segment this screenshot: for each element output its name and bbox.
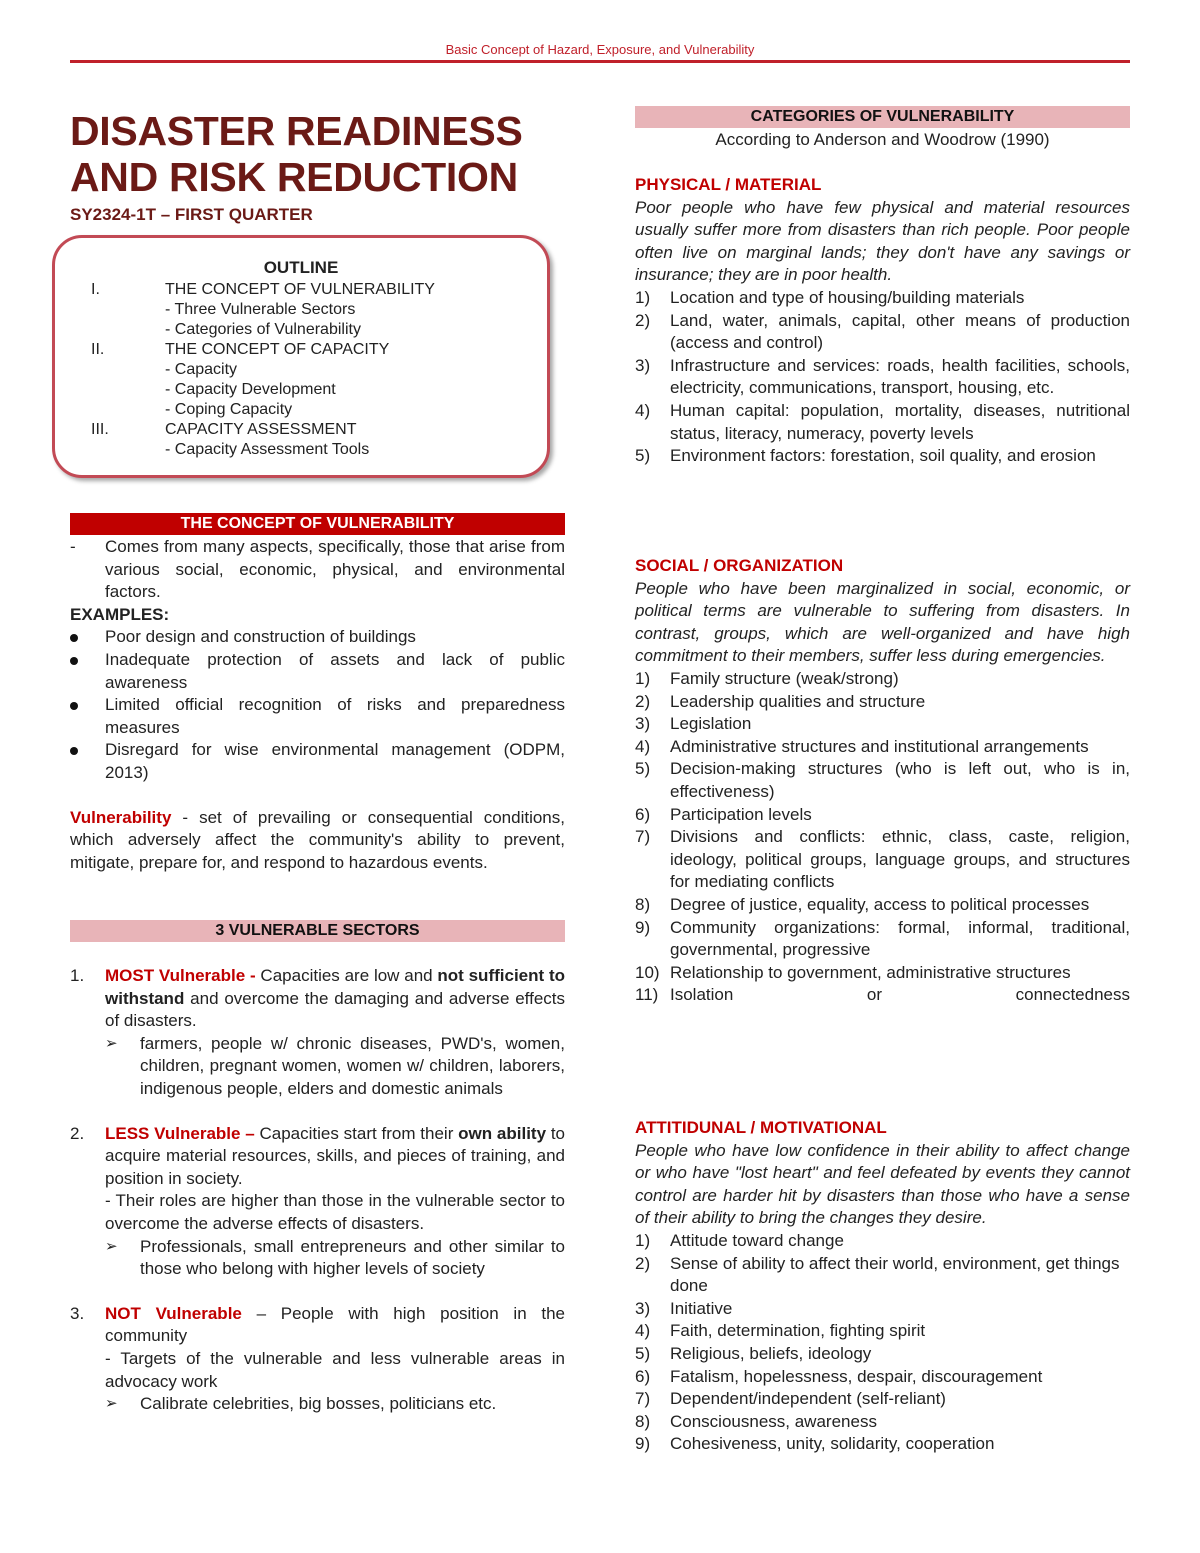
outline-label: THE CONCEPT OF CAPACITY [165,341,390,358]
concept-section [70,536,565,874]
item-text: Decision-making structures (who is left out, who is in, effectiveness) [670,759,1130,801]
list-item [635,758,1130,803]
outline-section [91,280,435,300]
sector-text: Capacities start from their [254,1123,459,1143]
list-item [635,1343,1130,1366]
sector-label: LESS Vulnerable – [105,1123,255,1143]
item-text: Sense of ability to affect their world, environment, get things done [670,1253,1120,1296]
item-num: 3) [635,355,651,375]
item-num: 6) [635,804,651,824]
list-item [635,736,1130,759]
item-text: Infrastructure and services: roads, health facilities, schools, electricity, communications, transport, housing, etc. [670,355,1130,398]
arrow-bullet-icon: ➢ [105,1395,118,1413]
item-text: Divisions and conflicts: ethnic, class, caste, religion, ideology, political groups, language groups, and structures for mediating conflicts [670,827,1130,892]
item-num: 1) [635,668,651,688]
item-text: Relationship to government, administrative structures [670,962,1071,982]
sector-text: – People with high position in the community [105,1303,565,1346]
page-title [70,108,590,200]
bullet-icon [70,702,78,710]
item-text: Initiative [670,1298,733,1318]
list-item [635,1433,1130,1456]
outline-sub: - Capacity Assessment Tools [165,441,370,458]
list-item [635,1388,1130,1411]
sector-emphasis: own ability [458,1123,547,1143]
outline-sub: - Three Vulnerable Sectors [165,301,356,318]
outline-num: II. [91,341,105,358]
concept-heading: THE CONCEPT OF VULNERABILITY [70,513,565,535]
item-text: Environment factors: forestation, soil quality, and erosion [670,446,1096,466]
header-rule [70,60,1130,63]
item-num: 5) [635,759,651,779]
physical-heading: PHYSICAL / MATERIAL [635,175,822,194]
dash-item: - Comes from many aspects, specifically, those that arise from various social, economic, physical, and environmental factors. [70,536,565,604]
outline-label: THE CONCEPT OF VULNERABILITY [165,281,435,298]
list-item [635,826,1130,894]
example-item [70,649,565,694]
attitudinal-heading: ATTITIDUNAL / MOTIVATIONAL [635,1118,887,1137]
item-text: Cohesiveness, unity, solidarity, cooperation [670,1434,995,1454]
examples-label: EXAMPLES: [70,604,170,624]
list-item [635,917,1130,962]
sector-text: and overcome the damaging and adverse effects of disasters. [105,988,565,1031]
list-item [635,1298,1130,1321]
sectors-section [70,965,565,1416]
sector-not [70,1303,565,1348]
page-subtitle: SY2324-1T – FIRST QUARTER [70,205,313,224]
social-section [635,555,1130,1007]
example-text: Limited official recognition of risks and preparedness measures [105,695,565,737]
outline-label: CAPACITY ASSESSMENT [165,421,357,438]
sector-label: NOT Vulnerable [105,1303,242,1323]
attitudinal-section [635,1117,1130,1456]
outline-num: I. [91,281,100,298]
item-text: Attitude toward change [670,1230,844,1250]
list-item [635,1230,1130,1253]
item-num: 4) [635,736,651,756]
outline-sub: - Coping Capacity [165,401,293,418]
bullet-icon [70,634,78,642]
categories-heading: CATEGORIES OF VULNERABILITY [635,106,1130,128]
sector-most [70,965,565,1033]
item-num: 7) [635,1389,651,1409]
title-line-1: DISASTER READINESS [70,108,523,154]
item-num: 3) [635,714,651,734]
running-header: Basic Concept of Hazard, Exposure, and Vulnerability [445,42,755,57]
item-num: 4) [635,1321,651,1341]
item-num: 6) [635,1366,651,1386]
list-item [635,287,1130,310]
outline-sub: - Categories of Vulnerability [165,321,361,338]
example-item [70,694,565,739]
social-desc: People who have been marginalized in social, economic, or political terms are vulnerable to suffering from disasters. In contrast, groups, which are well-organized and have high commitment to their members, suffer less during emergencies. [635,578,1130,666]
item-text: Legislation [670,714,752,734]
example-item [70,626,565,649]
outline-sub: - Capacity [165,361,238,378]
example-text: Inadequate protection of assets and lack of public awareness [105,649,565,692]
item-num: 9) [635,1434,651,1454]
item-text: Isolation or connectedness [670,985,1130,1005]
item-num: 5) [635,1343,651,1363]
item-num: 5) [635,446,651,466]
outline-box [52,235,550,478]
list-item [635,713,1130,736]
sector-example-text: farmers, people w/ chronic diseases, PWD's, women, children, pregnant women, women w/ children, laborers, indigenous people, elders and domestic animals [140,1033,565,1098]
list-item [635,1253,1130,1298]
list-item [635,804,1130,827]
physical-desc: Poor people who have few physical and material resources usually suffer more from disasters than rich people. Poor people often live on marginal lands; they don't have any savings or insurance; they are in poor health. [635,197,1130,285]
item-text: Religious, beliefs, ideology [670,1343,872,1363]
sector-example-text: Professionals, small entrepreneurs and other similar to those who belong with higher levels of society [140,1236,565,1279]
item-num: 2) [635,691,651,711]
item-text: Faith, determination, fighting spirit [670,1321,926,1341]
sector-less [70,1123,565,1191]
item-text: Dependent/independent (self-reliant) [670,1389,946,1409]
sector-label: MOST Vulnerable - [105,966,256,985]
sector-num: 1. [70,966,85,985]
list-item [635,1411,1130,1434]
item-text: Land, water, animals, capital, other means of production (access and control) [670,310,1130,353]
sector-example-text: Calibrate celebrities, big bosses, politicians etc. [140,1394,497,1414]
sector-num: 2. [70,1123,85,1143]
sector-example [70,1236,565,1281]
item-text: Degree of justice, equality, access to political processes [670,894,1090,914]
item-text: Fatalism, hopelessness, despair, discouragement [670,1366,1043,1386]
item-num: 2) [635,310,651,330]
categories-source: According to Anderson and Woodrow (1990) [715,130,1050,149]
list-item [635,668,1130,691]
item-text: Human capital: population, mortality, diseases, nutritional status, literacy, numeracy, poverty levels [670,400,1130,443]
list-item [635,400,1130,445]
sector-example [70,1393,565,1416]
bullet-icon [70,747,78,755]
outline-num: III. [91,421,109,438]
sector-note: - Targets of the vulnerable and less vulnerable areas in advocacy work [105,1348,565,1391]
list-item [635,1366,1130,1389]
item-num: 10) [635,962,660,982]
attitudinal-desc: People who have low confidence in their ability to affect change or who have "lost heart" and feel defeated by events they cannot control are harder hit by disasters than those who have a sense of their ability to bring the changes they desire. [635,1140,1130,1228]
arrow-bullet-icon: ➢ [105,1237,118,1255]
item-num: 3) [635,1298,651,1318]
item-num: 2) [635,1253,651,1273]
item-text: Consciousness, awareness [670,1411,877,1431]
bullet-icon [70,657,78,665]
dash-text: Comes from many aspects, specifically, those that arise from various social, economic, physical, and environmental factors. [105,537,565,602]
item-text: Family structure (weak/strong) [670,668,899,688]
list-item [635,894,1130,917]
definition-term: Vulnerability [70,807,172,827]
item-text: Community organizations: formal, informal, traditional, governmental, progressive [670,917,1130,960]
outline-list [91,280,435,460]
item-num: 4) [635,400,651,420]
outline-sub: - Capacity Development [165,381,336,398]
sector-num: 3. [70,1303,85,1323]
list-item [635,310,1130,355]
item-num: 9) [635,917,651,937]
sector-example [70,1033,565,1101]
list-item [635,355,1130,400]
social-heading: SOCIAL / ORGANIZATION [635,556,844,575]
sector-note: - Their roles are higher than those in the vulnerable sector to overcome the adverse effects of disasters. [105,1191,565,1233]
example-text: Disregard for wise environmental management (ODPM, 2013) [105,740,565,782]
item-num: 8) [635,1411,651,1431]
vulnerability-definition [70,807,565,875]
item-num: 11) [635,985,659,1005]
outline-section [91,340,435,360]
arrow-bullet-icon: ➢ [105,1034,118,1052]
example-text: Poor design and construction of buildings [105,627,416,647]
item-text: Administrative structures and institutional arrangements [670,736,1089,756]
list-item [635,691,1130,714]
item-text: Participation levels [670,804,812,824]
item-text: Location and type of housing/building materials [670,287,1025,307]
outline-heading: OUTLINE [263,258,339,277]
sector-emphasis: not sufficient to withstand [105,966,565,1008]
sector-text: Capacities are low and [255,966,438,985]
list-item [635,984,1130,1007]
item-num: 1) [635,1230,651,1250]
item-num: 1) [635,287,651,307]
list-item [635,445,1130,468]
sector-text: to acquire material resources, skills, and pieces of training, and position in society. [105,1123,566,1188]
item-num: 8) [635,894,651,914]
title-line-2: AND RISK REDUCTION [70,154,518,200]
outline-section [91,420,435,440]
item-text: Leadership qualities and structure [670,691,926,711]
definition-text: - set of prevailing or consequential conditions, which adversely affect the community's ability to prevent, mitigate, prepare for, and respond to hazardous events. [70,807,565,872]
list-item [635,1320,1130,1343]
example-item [70,739,565,784]
item-num: 7) [635,827,651,847]
list-item [635,962,1130,985]
physical-section [635,174,1130,468]
sectors-heading: 3 VULNERABLE SECTORS [70,920,565,942]
